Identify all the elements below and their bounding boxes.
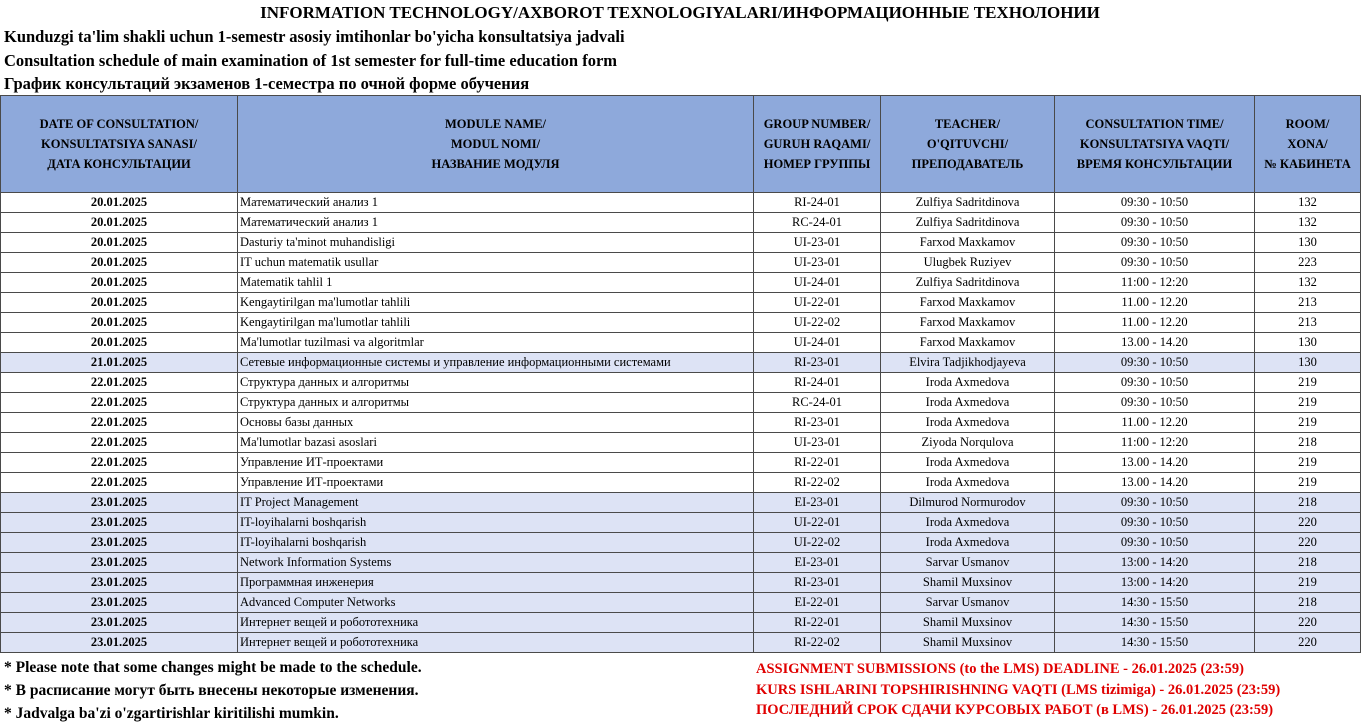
cell-group: RI-22-01 — [754, 453, 881, 473]
subtitle-uz: Kunduzgi ta'lim shakli uchun 1-semestr asosiy imtihonlar bo'yicha konsultatsiya jadvali — [4, 27, 625, 46]
header-group-line: GROUP NUMBER/ — [763, 117, 871, 131]
cell-date: 22.01.2025 — [1, 413, 238, 433]
header-room-line: ROOM/ — [1285, 117, 1330, 131]
cell-room: 219 — [1255, 453, 1361, 473]
cell-room: 219 — [1255, 393, 1361, 413]
cell-module: Управление ИТ-проектами — [238, 453, 754, 473]
cell-time: 13.00 - 14.20 — [1055, 453, 1255, 473]
cell-date: 22.01.2025 — [1, 373, 238, 393]
cell-group: RI-24-01 — [754, 373, 881, 393]
cell-room: 218 — [1255, 553, 1361, 573]
cell-module: IT-loyihalarni boshqarish — [238, 513, 754, 533]
header-date-line: DATE OF CONSULTATION/ — [39, 117, 199, 131]
table-row — [1, 513, 1361, 533]
cell-group: UI-23-01 — [754, 433, 881, 453]
cell-date: 23.01.2025 — [1, 553, 238, 573]
cell-module: Kengaytirilgan ma'lumotlar tahlili — [238, 313, 754, 333]
deadline-en: ASSIGNMENT SUBMISSIONS (to the LMS) DEADLINE - 26.01.2025 (23:59) — [756, 661, 1244, 677]
cell-group: EI-23-01 — [754, 553, 881, 573]
cell-date: 23.01.2025 — [1, 493, 238, 513]
cell-teacher: Iroda Axmedova — [881, 533, 1055, 553]
cell-group: RI-23-01 — [754, 353, 881, 373]
cell-date: 23.01.2025 — [1, 513, 238, 533]
cell-date: 20.01.2025 — [1, 273, 238, 293]
cell-teacher: Iroda Axmedova — [881, 453, 1055, 473]
cell-teacher: Iroda Axmedova — [881, 373, 1055, 393]
table-row — [1, 313, 1361, 333]
cell-module: IT uchun matematik usullar — [238, 253, 754, 273]
header-teacher — [881, 96, 1055, 193]
cell-group: RI-22-02 — [754, 473, 881, 493]
cell-teacher: Shamil Muxsinov — [881, 633, 1055, 653]
deadline-ru: ПОСЛЕДНИЙ СРОК СДАЧИ КУРСОВЫХ РАБОТ (в LMS) - 26.01.2025 (23:59) — [756, 702, 1274, 718]
cell-module: Ma'lumotlar bazasi asoslari — [238, 433, 754, 453]
header-module-line: MODUL NOMI/ — [450, 137, 541, 151]
cell-module: Интернет вещей и робототехника — [238, 633, 754, 653]
cell-teacher: Iroda Axmedova — [881, 413, 1055, 433]
cell-teacher: Farxod Maxkamov — [881, 293, 1055, 313]
header-room-line: № КАБИНЕТА — [1264, 157, 1351, 171]
header-group-line: НОМЕР ГРУППЫ — [763, 157, 871, 171]
subtitle-ru: График консультаций экзаменов 1-семестра по очной форме обучения — [4, 74, 530, 93]
cell-time: 09:30 - 10:50 — [1055, 353, 1255, 373]
table-row — [1, 613, 1361, 633]
cell-module: Kengaytirilgan ma'lumotlar tahlili — [238, 293, 754, 313]
cell-teacher: Iroda Axmedova — [881, 513, 1055, 533]
cell-time: 09:30 - 10:50 — [1055, 233, 1255, 253]
schedule-table — [0, 95, 1361, 653]
cell-module: Ma'lumotlar tuzilmasi va algoritmlar — [238, 333, 754, 353]
cell-teacher: Shamil Muxsinov — [881, 573, 1055, 593]
cell-teacher: Iroda Axmedova — [881, 473, 1055, 493]
cell-room: 220 — [1255, 533, 1361, 553]
cell-room: 132 — [1255, 213, 1361, 233]
cell-module: Сетевые информационные системы и управление информационными системами — [238, 353, 754, 373]
cell-group: EI-22-01 — [754, 593, 881, 613]
notes-block — [4, 656, 422, 725]
header-group — [754, 96, 881, 193]
cell-date: 20.01.2025 — [1, 293, 238, 313]
cell-time: 13:00 - 14:20 — [1055, 573, 1255, 593]
cell-time: 11:00 - 12:20 — [1055, 273, 1255, 293]
header-teacher-line: ПРЕПОДАВАТЕЛЬ — [911, 157, 1024, 171]
table-row — [1, 493, 1361, 513]
cell-teacher: Shamil Muxsinov — [881, 613, 1055, 633]
note-ru: * В расписание могут быть внесены некоторые изменения. — [4, 682, 419, 699]
cell-date: 23.01.2025 — [1, 633, 238, 653]
cell-date: 20.01.2025 — [1, 233, 238, 253]
header-time — [1055, 96, 1255, 193]
cell-group: RI-24-01 — [754, 193, 881, 213]
cell-group: UI-24-01 — [754, 333, 881, 353]
cell-room: 220 — [1255, 513, 1361, 533]
deadline-uz: KURS ISHLARINI TOPSHIRISHNING VAQTI (LMS tizimiga) - 26.01.2025 (23:59) — [756, 681, 1281, 698]
table-row — [1, 373, 1361, 393]
header-module-line: НАЗВАНИЕ МОДУЛЯ — [431, 157, 560, 171]
table-row — [1, 533, 1361, 553]
table-row — [1, 213, 1361, 233]
table-row — [1, 193, 1361, 213]
cell-room: 132 — [1255, 273, 1361, 293]
cell-time: 14:30 - 15:50 — [1055, 613, 1255, 633]
table-row — [1, 633, 1361, 653]
cell-group: UI-22-01 — [754, 293, 881, 313]
cell-room: 219 — [1255, 413, 1361, 433]
cell-group: UI-22-01 — [754, 513, 881, 533]
cell-date: 20.01.2025 — [1, 253, 238, 273]
cell-date: 22.01.2025 — [1, 433, 238, 453]
table-row — [1, 453, 1361, 473]
header-time-line: ВРЕМЯ КОНСУЛЬТАЦИИ — [1076, 157, 1233, 171]
cell-group: RI-23-01 — [754, 573, 881, 593]
cell-room: 130 — [1255, 333, 1361, 353]
cell-teacher: Sarvar Usmanov — [881, 593, 1055, 613]
cell-teacher: Farxod Maxkamov — [881, 333, 1055, 353]
cell-date: 23.01.2025 — [1, 573, 238, 593]
subtitle-en: Consultation schedule of main examination of 1st semester for full-time education form — [4, 51, 618, 70]
cell-module: Основы базы данных — [238, 413, 754, 433]
cell-room: 220 — [1255, 613, 1361, 633]
cell-teacher: Zulfiya Sadritdinova — [881, 273, 1055, 293]
header-date-line: KONSULTATSIYA SANASI/ — [41, 137, 197, 151]
table-header-row — [1, 96, 1361, 193]
cell-time: 14:30 - 15:50 — [1055, 633, 1255, 653]
cell-teacher: Sarvar Usmanov — [881, 553, 1055, 573]
table-row — [1, 413, 1361, 433]
header-module-line: MODULE NAME/ — [444, 117, 547, 131]
cell-teacher: Zulfiya Sadritdinova — [881, 193, 1055, 213]
cell-date: 21.01.2025 — [1, 353, 238, 373]
cell-time: 14:30 - 15:50 — [1055, 593, 1255, 613]
cell-module: Dasturiy ta'minot muhandisligi — [238, 233, 754, 253]
cell-time: 13.00 - 14.20 — [1055, 333, 1255, 353]
table-row — [1, 253, 1361, 273]
header-date-line: ДАТА КОНСУЛЬТАЦИИ — [47, 157, 191, 171]
table-row — [1, 233, 1361, 253]
cell-group: UI-24-01 — [754, 273, 881, 293]
cell-time: 09:30 - 10:50 — [1055, 513, 1255, 533]
table-row — [1, 273, 1361, 293]
cell-date: 23.01.2025 — [1, 613, 238, 633]
cell-time: 11:00 - 12:20 — [1055, 433, 1255, 453]
table-row — [1, 553, 1361, 573]
note-uz: * Jadvalga ba'zi o'zgartirishlar kiritilishi mumkin. — [4, 705, 339, 722]
cell-room: 219 — [1255, 373, 1361, 393]
cell-module: Математический анализ 1 — [238, 193, 754, 213]
cell-date: 20.01.2025 — [1, 213, 238, 233]
cell-date: 22.01.2025 — [1, 393, 238, 413]
header-room-line: XONA/ — [1287, 137, 1328, 151]
cell-group: UI-22-02 — [754, 313, 881, 333]
cell-date: 23.01.2025 — [1, 593, 238, 613]
cell-teacher: Zulfiya Sadritdinova — [881, 213, 1055, 233]
cell-time: 09:30 - 10:50 — [1055, 193, 1255, 213]
header-date — [1, 96, 238, 193]
cell-module: IT-loyihalarni boshqarish — [238, 533, 754, 553]
cell-room: 218 — [1255, 593, 1361, 613]
cell-room: 130 — [1255, 353, 1361, 373]
cell-group: RC-24-01 — [754, 393, 881, 413]
cell-room: 218 — [1255, 433, 1361, 453]
table-row — [1, 573, 1361, 593]
cell-room: 132 — [1255, 193, 1361, 213]
cell-module: Структура данных и алгоритмы — [238, 373, 754, 393]
cell-date: 23.01.2025 — [1, 533, 238, 553]
cell-date: 22.01.2025 — [1, 453, 238, 473]
cell-time: 09:30 - 10:50 — [1055, 213, 1255, 233]
cell-time: 09:30 - 10:50 — [1055, 373, 1255, 393]
cell-group: RI-22-01 — [754, 613, 881, 633]
cell-time: 09:30 - 10:50 — [1055, 253, 1255, 273]
cell-date: 22.01.2025 — [1, 473, 238, 493]
cell-module: Network Information Systems — [238, 553, 754, 573]
cell-group: UI-22-02 — [754, 533, 881, 553]
cell-room: 223 — [1255, 253, 1361, 273]
header-group-line: GURUH RAQAMI/ — [763, 137, 871, 151]
cell-module: Advanced Computer Networks — [238, 593, 754, 613]
schedule-body — [1, 193, 1361, 653]
cell-module: Управление ИТ-проектами — [238, 473, 754, 493]
cell-room: 219 — [1255, 573, 1361, 593]
cell-group: RI-22-02 — [754, 633, 881, 653]
cell-teacher: Farxod Maxkamov — [881, 313, 1055, 333]
cell-group: RC-24-01 — [754, 213, 881, 233]
table-row — [1, 353, 1361, 373]
cell-date: 20.01.2025 — [1, 313, 238, 333]
table-row — [1, 473, 1361, 493]
table-row — [1, 593, 1361, 613]
cell-module: Интернет вещей и робототехника — [238, 613, 754, 633]
header-time-line: KONSULTATSIYA VAQTI/ — [1079, 137, 1230, 151]
cell-group: EI-23-01 — [754, 493, 881, 513]
cell-module: Программная инженерия — [238, 573, 754, 593]
table-row — [1, 293, 1361, 313]
cell-date: 20.01.2025 — [1, 193, 238, 213]
cell-time: 11.00 - 12.20 — [1055, 313, 1255, 333]
table-row — [1, 333, 1361, 353]
cell-time: 13:00 - 14:20 — [1055, 553, 1255, 573]
header-teacher-line: TEACHER/ — [934, 117, 1001, 131]
header-room — [1255, 96, 1361, 193]
cell-module: IT Project Management — [238, 493, 754, 513]
table-row — [1, 393, 1361, 413]
cell-teacher: Farxod Maxkamov — [881, 233, 1055, 253]
cell-date: 20.01.2025 — [1, 333, 238, 353]
table-row — [1, 433, 1361, 453]
cell-room: 130 — [1255, 233, 1361, 253]
cell-group: UI-23-01 — [754, 233, 881, 253]
header-teacher-line: O'QITUVCHI/ — [926, 137, 1009, 151]
cell-module: Matematik tahlil 1 — [238, 273, 754, 293]
cell-teacher: Dilmurod Normurodov — [881, 493, 1055, 513]
cell-time: 11.00 - 12.20 — [1055, 413, 1255, 433]
cell-teacher: Ziyoda Norqulova — [881, 433, 1055, 453]
cell-room: 220 — [1255, 633, 1361, 653]
header-time-line: CONSULTATION TIME/ — [1085, 117, 1224, 131]
cell-time: 11.00 - 12.20 — [1055, 293, 1255, 313]
cell-room: 218 — [1255, 493, 1361, 513]
deadline-block — [756, 659, 1280, 721]
header-module — [238, 96, 754, 193]
cell-room: 213 — [1255, 293, 1361, 313]
cell-module: Математический анализ 1 — [238, 213, 754, 233]
cell-room: 219 — [1255, 473, 1361, 493]
cell-group: UI-23-01 — [754, 253, 881, 273]
cell-teacher: Ulugbek Ruziyev — [881, 253, 1055, 273]
cell-room: 213 — [1255, 313, 1361, 333]
page-title: INFORMATION TECHNOLOGY/AXBOROT TEXNOLOGIYALARI/ИНФОРМАЦИОННЫЕ ТЕХНОЛОНИИ — [260, 3, 1100, 22]
cell-time: 09:30 - 10:50 — [1055, 393, 1255, 413]
cell-teacher: Elvira Tadjikhodjayeva — [881, 353, 1055, 373]
cell-time: 09:30 - 10:50 — [1055, 533, 1255, 553]
note-en: * Please note that some changes might be made to the schedule. — [4, 659, 422, 676]
cell-time: 09:30 - 10:50 — [1055, 493, 1255, 513]
cell-group: RI-23-01 — [754, 413, 881, 433]
cell-module: Структура данных и алгоритмы — [238, 393, 754, 413]
cell-teacher: Iroda Axmedova — [881, 393, 1055, 413]
cell-time: 13.00 - 14.20 — [1055, 473, 1255, 493]
